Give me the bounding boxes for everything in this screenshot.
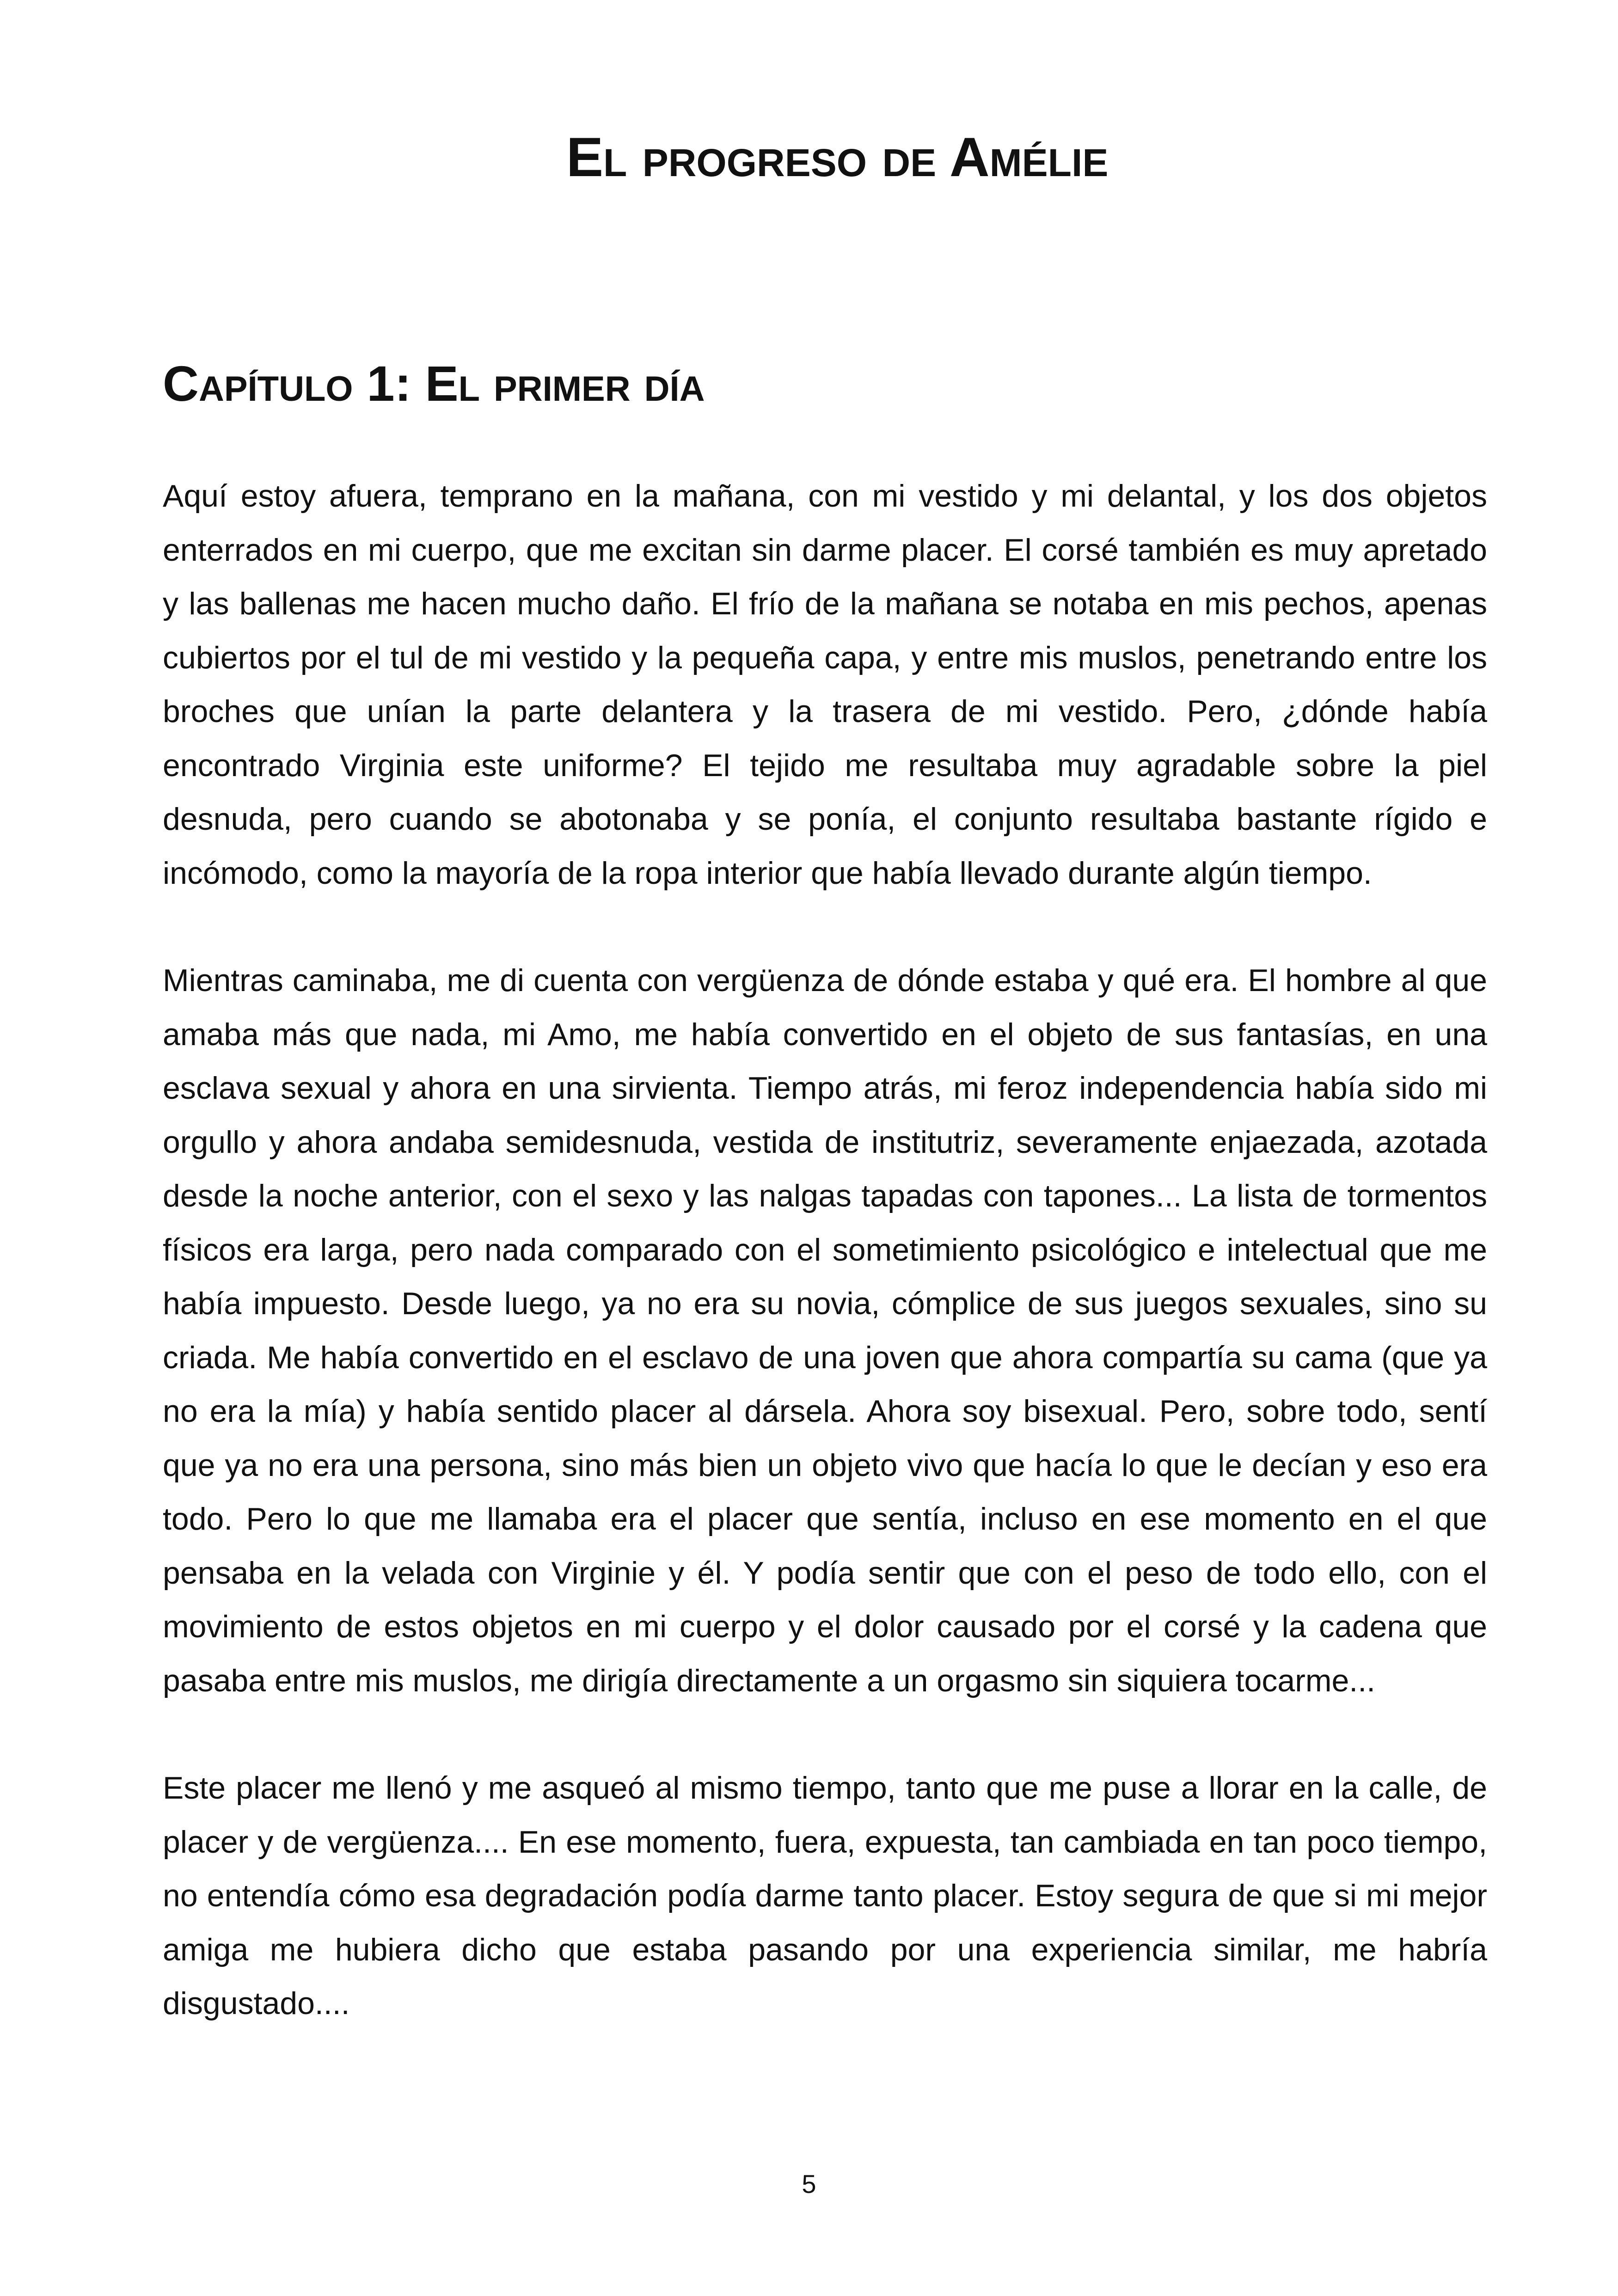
paragraph-2: Mientras caminaba, me di cuenta con vergüenza de dónde estaba y qué era. El hombre al que amaba más que nada, mi Amo, me había convertido en el objeto de sus fantasías, en una esclava sexual y ahora en una sirvienta. Tiempo atrás, mi feroz independencia había sido mi orgullo y ahora andaba semidesnuda, vestida de institutriz, severamente enjaezada, azotada desde la noche anterior, con el sexo y las nalgas tapadas con tapones... La lista de tormentos físicos era larga, pero nada comparado con el sometimiento psicológico e intelectual que me había impuesto. Desde luego, ya no era su novia, cómplice de sus juegos sexuales, sino su criada. Me había convertido en el esclavo de una joven que ahora compartía su cama (que ya no era la mía) y había sentido placer al dársela. Ahora soy bisexual. Pero, sobre todo, sentí que ya no era una persona, sino más bien un objeto vivo que hacía lo que le decían y eso era todo. Pero lo que me llamaba era el placer que sentía, incluso en ese momento en el que pensaba en la velada con Virginie y él. Y podía sentir que con el peso de todo ello, con el movimiento de estos objetos en mi cuerpo y el dolor causado por el corsé y la cadena que pasaba entre mis muslos, me dirigía directamente a un orgasmo sin siquiera tocarme... — [163, 963, 1487, 1698]
paragraph-3: Este placer me llenó y me asqueó al mismo tiempo, tanto que me puse a llorar en la calle, de placer y de vergüenza.... En ese momento, fuera, expuesta, tan cambiada en tan poco tiempo, no entendía cómo esa degradación podía darme tanto placer. Estoy segura de que si mi mejor amiga me hubiera dicho que estaba pasando por una experiencia similar, me habría disgustado.... — [163, 1770, 1487, 2021]
page-number: 5 — [802, 2169, 816, 2198]
chapter-title: Capítulo 1: El primer día — [163, 355, 705, 411]
book-title: El progreso de Amélie — [566, 126, 1109, 188]
body-text — [163, 469, 1487, 2084]
paragraph-1: Aquí estoy afuera, temprano en la mañana, con mi vestido y mi delantal, y los dos objetos enterrados en mi cuerpo, que me excitan sin darme placer. El corsé también es muy apretado y las ballenas me hacen mucho daño. El frío de la mañana se notaba en mis pechos, apenas cubiertos por el tul de mi vestido y la pequeña capa, y entre mis muslos, penetrando entre los broches que unían la parte delantera y la trasera de mi vestido. Pero, ¿dónde había encontrado Virginia este uniforme? El tejido me resultaba muy agradable sobre la piel desnuda, pero cuando se abotonaba y se ponía, el conjunto resultaba bastante rígido e incómodo, como la mayoría de la ropa interior que había llevado durante algún tiempo. — [163, 478, 1487, 891]
